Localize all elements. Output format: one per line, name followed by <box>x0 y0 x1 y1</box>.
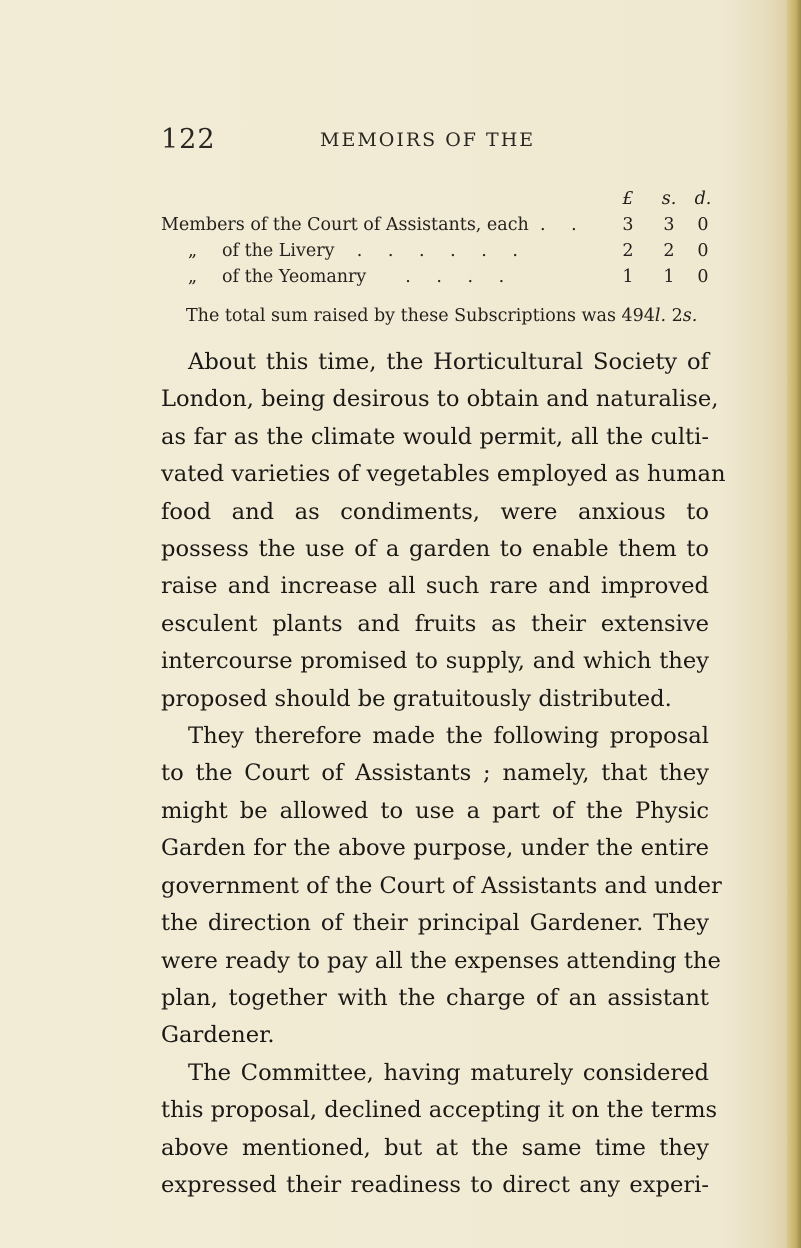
paragraph-1 <box>161 344 726 718</box>
ditto-mark: „ <box>188 267 198 287</box>
subscription-row <box>161 238 721 264</box>
text-line: government of the Court of Assistants and under <box>161 872 722 899</box>
pence-value: 0 <box>697 267 709 287</box>
text-line: to the Court of Assistants ; namely, that they <box>161 760 709 787</box>
pounds-value: 3 <box>622 215 634 235</box>
subscription-table <box>161 186 721 290</box>
text-line: proposed should be gratuitously distributed. <box>161 685 672 712</box>
currency-header-row <box>161 186 721 212</box>
text-line: The Committee, having maturely considered <box>188 1059 709 1086</box>
subscription-row <box>161 212 721 238</box>
pounds-value: 2 <box>622 241 634 261</box>
pounds-value: 1 <box>622 267 634 287</box>
subscription-desc <box>161 212 587 238</box>
text-line: as far as the climate would permit, all the culti- <box>161 423 709 450</box>
text-line: Gardener. <box>161 1022 275 1049</box>
shillings-value: 2 <box>663 241 675 261</box>
subscription-desc <box>188 264 514 290</box>
pounds-header: £ <box>622 189 634 209</box>
pence-header: d. <box>694 189 712 209</box>
pence-value: 0 <box>697 215 709 235</box>
shillings-value: 1 <box>663 267 675 287</box>
dot-leader: . . <box>539 215 587 235</box>
total-shillings-unit: s. <box>682 306 698 326</box>
text-line: food and as condiments, were anxious to <box>161 498 709 525</box>
text-line: About this time, the Horticultural Society of <box>188 349 709 375</box>
ditto-mark: „ <box>188 241 198 261</box>
row-label: Members of the Court of Assistants, each <box>161 215 529 235</box>
body-text <box>161 344 726 1204</box>
text-line: were ready to pay all the expenses attending the <box>161 947 721 974</box>
total-shillings: 2 <box>666 306 683 326</box>
pence-value: 0 <box>697 241 709 261</box>
text-line: the direction of their principal Gardener. They <box>161 910 709 937</box>
shillings-value: 3 <box>663 215 675 235</box>
paragraph-3 <box>161 1055 718 1205</box>
shillings-header: s. <box>661 189 677 209</box>
text-line: this proposal, declined accepting it on the terms <box>161 1097 718 1124</box>
row-label: of the Yeomanry <box>222 267 367 287</box>
page-number: 122 <box>161 124 216 155</box>
dot-leader: . . . . <box>405 267 515 287</box>
total-text: The total sum raised by these Subscriptions was 494 <box>186 306 655 326</box>
text-line: Garden for the above purpose, under the entire <box>161 835 709 862</box>
running-head: MEMOIRS OF THE <box>320 129 536 151</box>
paragraph-2 <box>161 718 722 1055</box>
total-pounds-unit: l. <box>654 306 667 326</box>
text-line: expressed their readiness to direct any experi- <box>161 1171 709 1198</box>
subscription-desc <box>188 238 528 264</box>
text-line: plan, together with the charge of an assistant <box>161 984 709 1011</box>
text-line: raise and increase all such rare and improved <box>161 573 709 600</box>
text-line: possess the use of a garden to enable them to <box>161 536 709 563</box>
text-line: esculent plants and fruits as their extensive <box>161 610 709 637</box>
text-line: intercourse promised to supply, and which they <box>161 648 709 675</box>
text-line: vated varieties of vegetables employed as human <box>161 461 726 488</box>
text-line: London, being desirous to obtain and naturalise, <box>161 386 719 413</box>
row-label: of the Livery <box>222 241 335 261</box>
subscription-total <box>186 306 697 326</box>
text-line: above mentioned, but at the same time they <box>161 1134 709 1161</box>
subscription-row <box>161 264 721 290</box>
dot-leader: . . . . . . <box>356 241 528 261</box>
page-edge <box>787 0 801 1248</box>
text-line: They therefore made the following proposal <box>188 723 709 750</box>
text-line: might be allowed to use a part of the Physic <box>161 797 709 824</box>
